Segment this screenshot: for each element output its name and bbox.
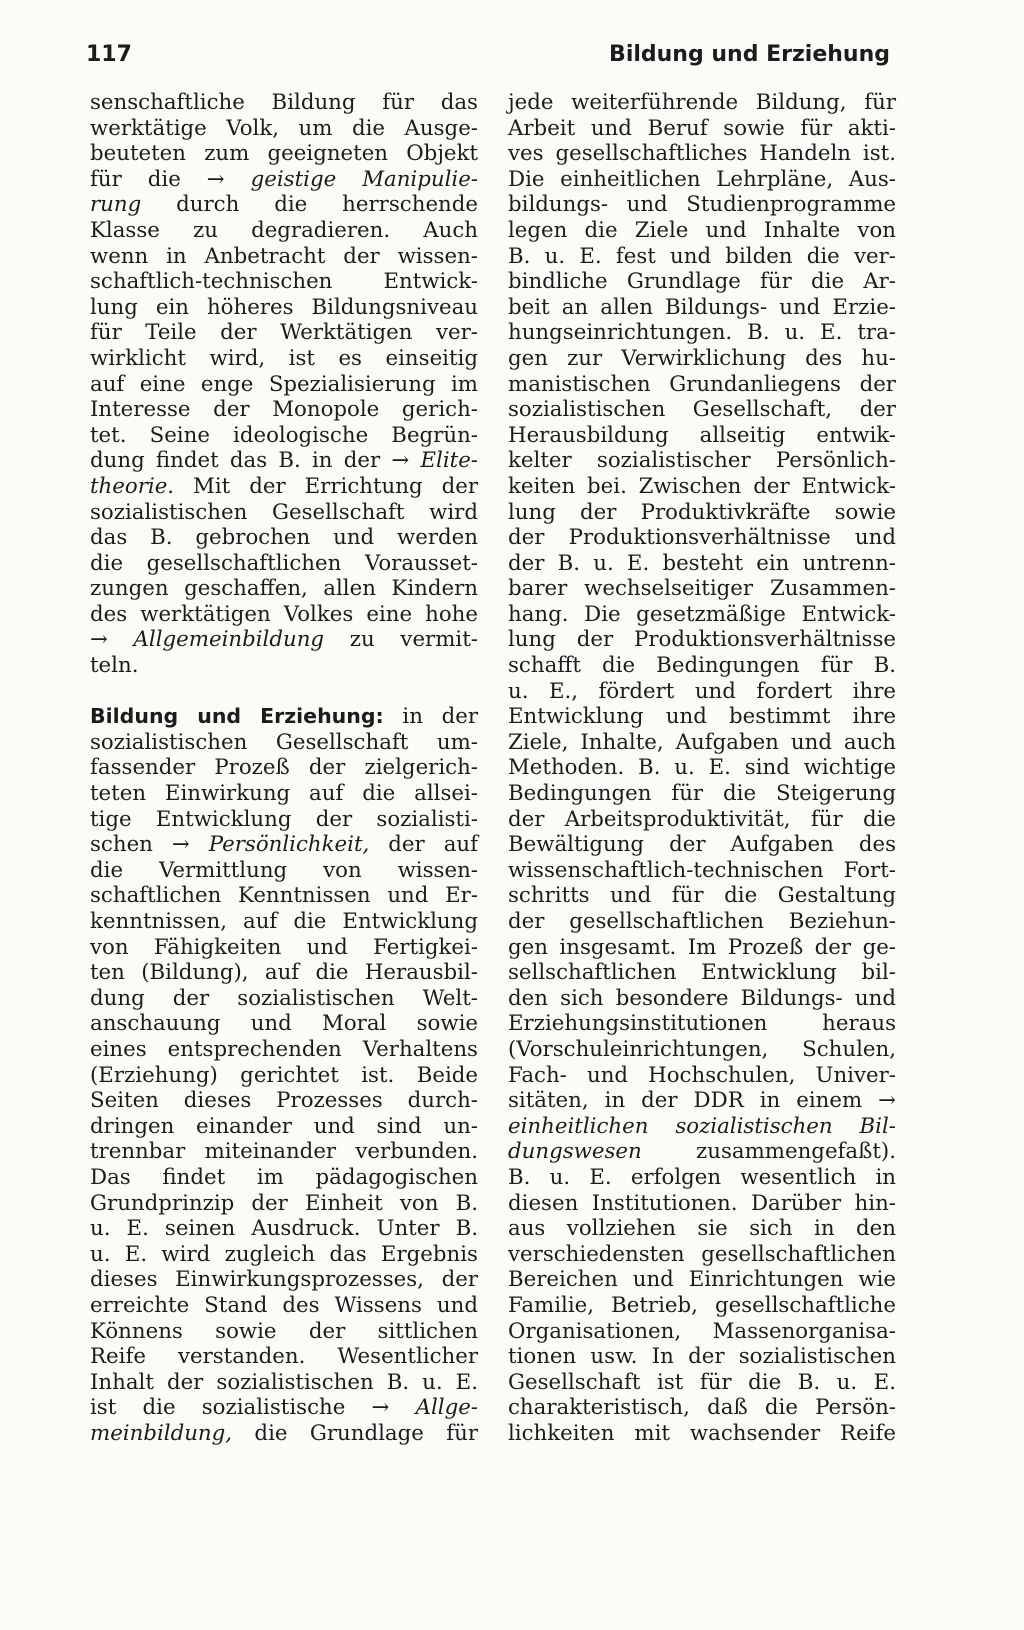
entry-first-line [90, 704, 478, 730]
text-line: in der [402, 704, 478, 730]
text-line: schaftlichen Kenntnissen und Er- [90, 883, 478, 909]
text-line: tionen usw. In der sozialistischen [508, 1344, 896, 1370]
text-line: meinbildung, die Grundlage für [90, 1420, 478, 1446]
text-line: die gesellschaftlichen Vorausset- [90, 550, 478, 576]
text-line: schritts und für die Gestaltung [508, 883, 896, 909]
text-line: sozialistischen Gesellschaft, der [508, 397, 896, 423]
text-line: hungseinrichtungen. B. u. E. tra- [508, 320, 896, 346]
text-line: charakteristisch, daß die Persön- [508, 1395, 896, 1421]
running-head: Bildung und Erziehung [609, 42, 890, 67]
text-line: dung der sozialistischen Welt- [90, 985, 478, 1011]
text-line: fassender Prozeß der zielgerich- [90, 755, 478, 781]
paragraph-bildungsprivileg-continuation [90, 90, 478, 679]
text-line: Ziele, Inhalte, Aufgaben und auch [508, 729, 896, 755]
text-line: Seiten dieses Prozesses durch- [90, 1088, 478, 1114]
text-line: das B. gebrochen und werden [90, 525, 478, 551]
text-line: den sich besondere Bildungs- und [508, 985, 896, 1011]
text-line: Herausbildung allseitig entwik- [508, 422, 896, 448]
left-column [90, 90, 478, 1446]
text-line: schaftlich-technischen Entwick- [90, 269, 478, 295]
text-line: gen insgesamt. Im Prozeß der ge- [508, 934, 896, 960]
text-line: verschiedensten gesellschaftlichen [508, 1241, 896, 1267]
text-line: schafft die Bedingungen für B. [508, 653, 896, 679]
text-line: ves gesellschaftliches Handeln ist. [508, 141, 896, 167]
text-line: beit an allen Bildungs- und Erzie- [508, 294, 896, 320]
text-line: dieses Einwirkungsprozesses, der [90, 1267, 478, 1293]
entry-headword: Bildung und Erziehung: [90, 704, 384, 729]
page-header [0, 38, 1024, 78]
text-line: dringen einander und sind un- [90, 1113, 478, 1139]
entry-bildung-und-erziehung [90, 704, 478, 1446]
text-line: barer wechselseitiger Zusammen- [508, 576, 896, 602]
text-line: hang. Die gesetzmäßige Entwick- [508, 601, 896, 627]
text-line: der gesellschaftlichen Beziehun- [508, 909, 896, 934]
text-line: lichkeiten mit wachsender Reife [508, 1420, 896, 1446]
text-line: B. u. E. erfolgen wesentlich in [508, 1164, 896, 1190]
text-line: aus vollziehen sie sich in den [508, 1216, 896, 1242]
text-line: u. E. seinen Ausdruck. Unter B. [90, 1216, 478, 1242]
text-line: Grundprinzip der Einheit von B. [90, 1190, 478, 1216]
text-line: ist die sozialistische → Allge- [90, 1395, 478, 1421]
entry-bildung-und-erziehung-continuation [508, 90, 896, 1446]
text-line: Organisationen, Massenorganisa- [508, 1318, 896, 1344]
text-line: sellschaftlichen Entwicklung bil- [508, 960, 896, 986]
text-line: lung der Produktivkräfte sowie [508, 499, 896, 525]
text-line: trennbar miteinander verbunden. [90, 1139, 478, 1165]
text-line: tet. Seine ideologische Begrün- [90, 422, 478, 448]
text-line: Arbeit und Beruf sowie für akti- [508, 115, 896, 141]
text-line: der B. u. E. besteht ein untrenn- [508, 550, 896, 576]
text-line: jede weiterführende Bildung, für [508, 90, 896, 115]
text-line: Bereichen und Einrichtungen wie [508, 1267, 896, 1293]
text-line: Entwicklung und bestimmt ihre [508, 704, 896, 730]
text-line: wenn in Anbetracht der wissen- [90, 243, 478, 269]
text-line: Interesse der Monopole gerich- [90, 397, 478, 423]
text-line: werktätige Volk, um die Ausge- [90, 115, 478, 141]
text-line: → Allgemeinbildung zu vermit- [90, 627, 478, 653]
text-line: zungen geschaffen, allen Kindern [90, 576, 478, 602]
text-line: der Produktionsverhältnisse und [508, 525, 896, 551]
text-line: eines entsprechenden Verhaltens [90, 1036, 478, 1062]
text-line: sozialistischen Gesellschaft um- [90, 729, 478, 755]
text-line: sozialistischen Gesellschaft wird [90, 499, 478, 525]
text-line: dung findet das B. in der → Elite- [90, 448, 478, 474]
text-line: Könnens sowie der sittlichen [90, 1318, 478, 1344]
text-line: kenntnissen, auf die Entwicklung [90, 909, 478, 934]
text-line: Das findet im pädagogischen [90, 1164, 478, 1190]
text-line: senschaftliche Bildung für das [90, 90, 478, 115]
right-column [508, 90, 896, 1446]
text-line: keiten bei. Zwischen der Entwick- [508, 473, 896, 499]
text-line: die Vermittlung von wissen- [90, 857, 478, 883]
text-line: gen zur Verwirklichung des hu- [508, 345, 896, 371]
text-line: Bewältigung der Aufgaben des [508, 832, 896, 858]
text-line: für die → geistige Manipulie- [90, 166, 478, 192]
text-line: lung ein höheres Bildungsniveau [90, 294, 478, 320]
page-number: 117 [86, 42, 132, 67]
text-line: rung durch die herrschende [90, 192, 478, 218]
text-line: Methoden. B. u. E. sind wichtige [508, 755, 896, 781]
text-line: wissenschaftlich-technischen Fort- [508, 857, 896, 883]
text-line: (Vorschuleinrichtungen, Schulen, [508, 1036, 896, 1062]
text-line: legen die Ziele und Inhalte von [508, 217, 896, 243]
text-line: kelter sozialistischer Persönlich- [508, 448, 896, 474]
text-line: theorie. Mit der Errichtung der [90, 473, 478, 499]
text-line: beuteten zum geeigneten Objekt [90, 141, 478, 167]
text-line: bildungs- und Studienprogramme [508, 192, 896, 218]
text-line: teten Einwirkung auf die allsei- [90, 781, 478, 807]
text-line: sitäten, in der DDR in einem → [508, 1088, 896, 1114]
text-line: Familie, Betrieb, gesellschaftliche [508, 1292, 896, 1318]
text-line: Erziehungsinstitutionen heraus [508, 1011, 896, 1037]
text-line: B. u. E. fest und bilden die ver- [508, 243, 896, 269]
text-line: von Fähigkeiten und Fertigkei- [90, 934, 478, 960]
text-line: erreichte Stand des Wissens und [90, 1292, 478, 1318]
text-line: diesen Institutionen. Darüber hin- [508, 1190, 896, 1216]
text-line: bindliche Grundlage für die Ar- [508, 269, 896, 295]
text-line: anschauung und Moral sowie [90, 1011, 478, 1037]
text-line: lung der Produktionsverhältnisse [508, 627, 896, 653]
text-line: dungswesen zusammengefaßt). [508, 1139, 896, 1165]
text-line: ten (Bildung), auf die Herausbil- [90, 960, 478, 986]
text-line: Fach- und Hochschulen, Univer- [508, 1062, 896, 1088]
text-line: Bedingungen für die Steigerung [508, 781, 896, 807]
text-line: u. E., fördert und fordert ihre [508, 678, 896, 704]
text-line: teln. [90, 653, 139, 679]
text-line: einheitlichen sozialistischen Bil- [508, 1113, 896, 1139]
text-line: Gesellschaft ist für die B. u. E. [508, 1369, 896, 1395]
text-line: manistischen Grundanliegens der [508, 371, 896, 397]
text-line: wirklicht wird, ist es einseitig [90, 345, 478, 371]
text-line: Die einheitlichen Lehrpläne, Aus- [508, 166, 896, 192]
text-line: des werktätigen Volkes eine hohe [90, 601, 478, 627]
text-line: schen → Persönlichkeit, der auf [90, 832, 478, 858]
text-line: der Arbeitsproduktivität, für die [508, 806, 896, 832]
text-line: tige Entwicklung der sozialisti- [90, 806, 478, 832]
text-line: Klasse zu degradieren. Auch [90, 217, 478, 243]
text-line: (Erziehung) gerichtet ist. Beide [90, 1062, 478, 1088]
text-line: u. E. wird zugleich das Ergebnis [90, 1241, 478, 1267]
text-line: Reife verstanden. Wesentlicher [90, 1344, 478, 1370]
text-line: für Teile der Werktätigen ver- [90, 320, 478, 346]
text-line: Inhalt der sozialistischen B. u. E. [90, 1369, 478, 1395]
text-line: auf eine enge Spezialisierung im [90, 371, 478, 397]
